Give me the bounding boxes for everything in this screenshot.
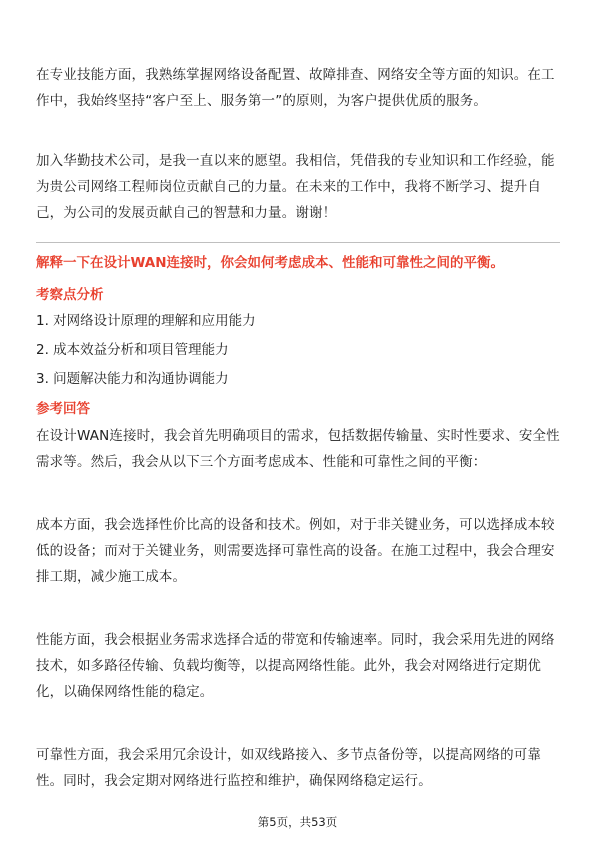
intro-paragraph-closing: 加入华勤技术公司，是我一直以来的愿望。我相信，凭借我的专业知识和工作经验，能为贵公司网络工程师岗位贡献自己的力量。在未来的工作中，我将不断学习、提升自己，为公司的发展贡献自己的智慧和力量。谢谢！ <box>36 153 555 221</box>
answer-paragraph-reliability: 可靠性方面，我会采用冗余设计，如双线路接入、多节点备份等，以提高网络的可靠性。同时，我会定期对网络进行监控和维护，确保网络稳定运行。 <box>36 747 542 789</box>
analysis-item: 3. 问题解决能力和沟通协调能力 <box>36 371 229 387</box>
answer-paragraph-cost: 成本方面，我会选择性价比高的设备和技术。例如，对于非关键业务，可以选择成本较低的设备；而对于关键业务，则需要选择可靠性高的设备。在施工过程中，我会合理安排工期，减少施工成本。 <box>36 517 555 585</box>
question-heading: 解释一下在设计WAN连接时，你会如何考虑成本、性能和可靠性之间的平衡。 <box>36 255 505 271</box>
analysis-title: 考察点分析 <box>36 287 104 303</box>
answer-title: 参考回答 <box>36 401 90 417</box>
analysis-item: 2. 成本效益分析和项目管理能力 <box>36 342 229 358</box>
answer-paragraph-intro: 在设计WAN连接时，我会首先明确项目的需求，包括数据传输量、实时性要求、安全性需求等。然后，我会从以下三个方面考虑成本、性能和可靠性之间的平衡： <box>36 428 560 470</box>
intro-paragraph-skills: 在专业技能方面，我熟练掌握网络设备配置、故障排查、网络安全等方面的知识。在工作中，我始终坚持“客户至上、服务第一”的原则，为客户提供优质的服务。 <box>36 67 555 109</box>
section-divider <box>36 242 560 243</box>
answer-paragraph-performance: 性能方面，我会根据业务需求选择合适的带宽和传输速率。同时，我会采用先进的网络技术，如多路径传输、负载均衡等，以提高网络性能。此外，我会对网络进行定期优化，以确保网络性能的稳定。 <box>36 632 555 700</box>
page-number: 第5页，共53页 <box>257 815 338 829</box>
analysis-item: 1. 对网络设计原理的理解和应用能力 <box>36 313 256 329</box>
